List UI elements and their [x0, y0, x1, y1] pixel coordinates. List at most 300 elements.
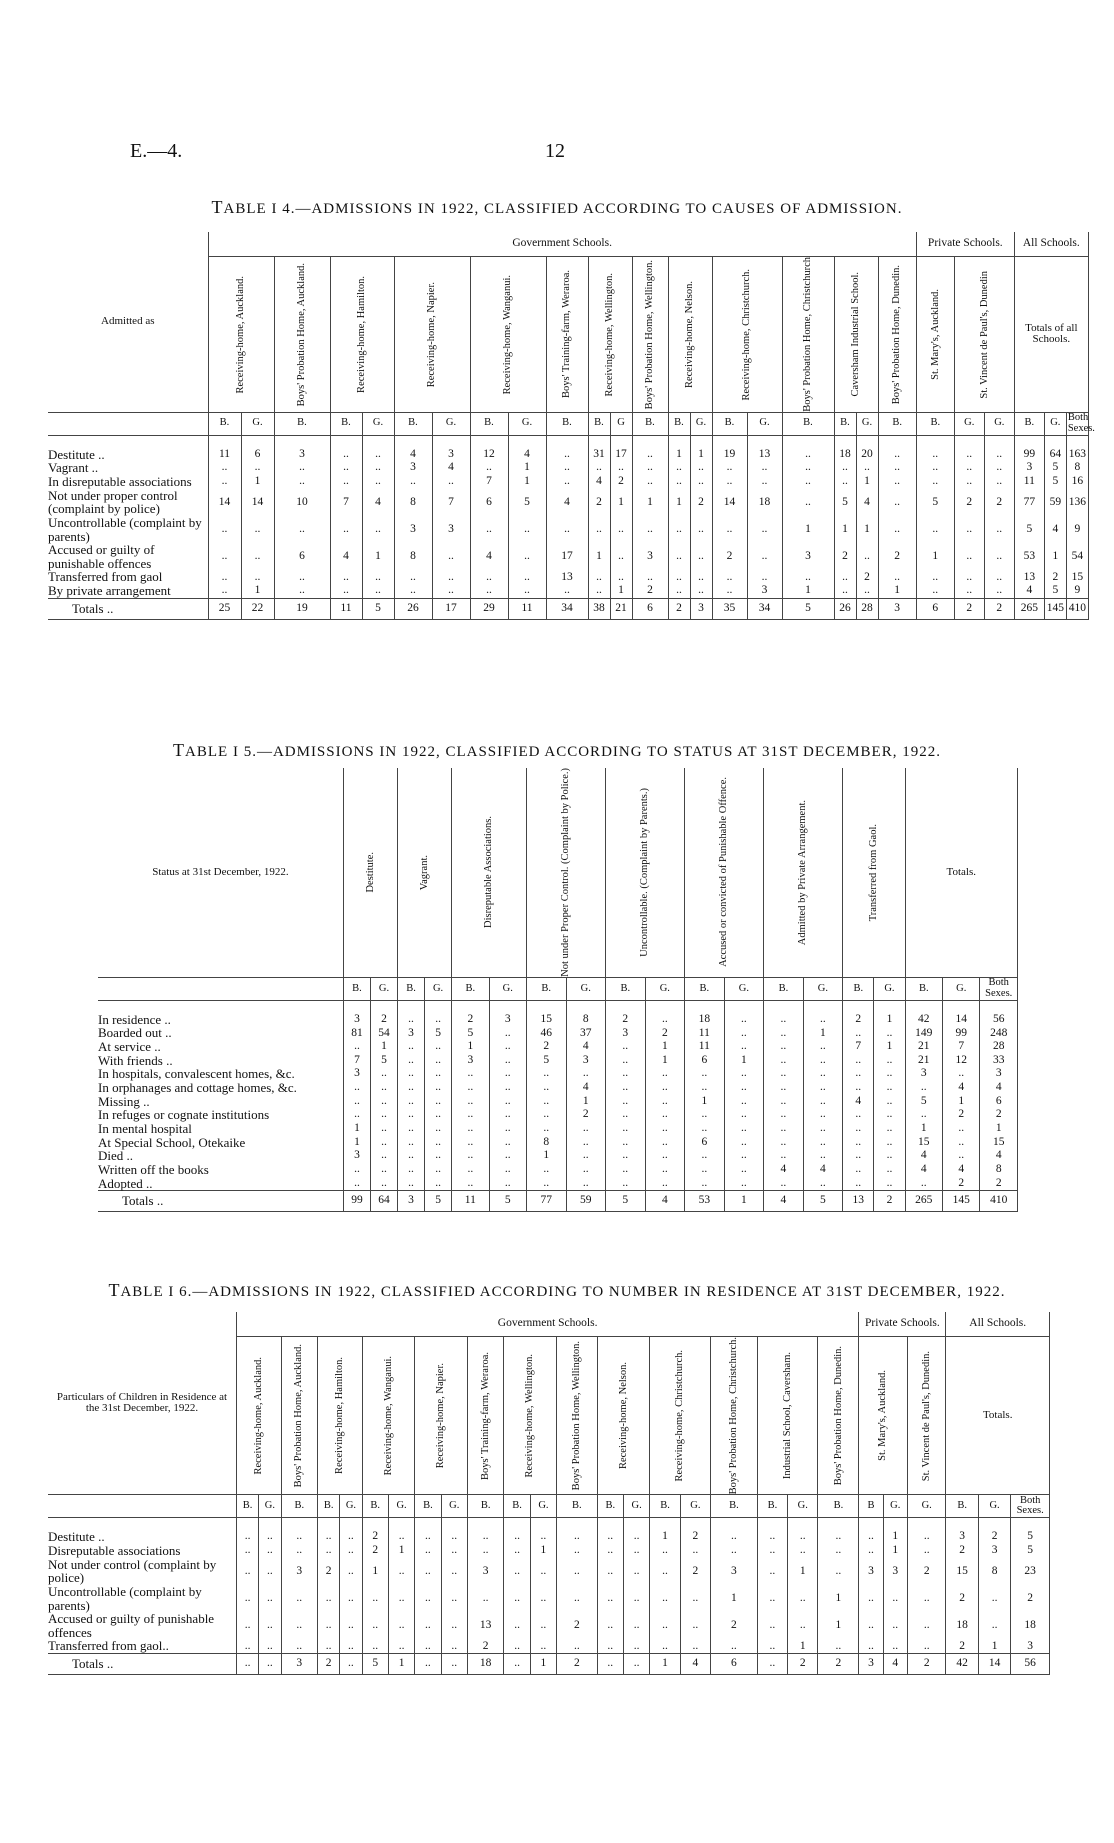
table-cell: ..	[415, 1639, 441, 1653]
inst-header: Boys' Probation Home, Dunedin.	[891, 264, 903, 404]
table-cell: ..	[843, 1163, 874, 1177]
totals-row	[48, 598, 1088, 619]
table-cell: 4	[508, 448, 546, 462]
table-cell: ..	[818, 1544, 859, 1558]
inst-header: Receiving-home, Wellington.	[524, 1353, 536, 1478]
table-cell: 1	[530, 1544, 556, 1558]
table-cell: ..	[441, 1654, 467, 1675]
table-cell: ..	[441, 1612, 467, 1639]
table-cell: ..	[650, 1544, 680, 1558]
sex-header: B.	[782, 412, 834, 435]
table-cell: 2	[874, 1191, 905, 1212]
table-cell: 2	[946, 1585, 978, 1612]
inst-header: St. Vincent de Paul's, Dunedin.	[920, 1350, 932, 1481]
table-cell: ..	[441, 1544, 467, 1558]
sex-header: G.	[907, 1495, 946, 1518]
table-cell: 6	[685, 1054, 725, 1068]
table-cell: 2	[907, 1654, 946, 1675]
table-cell: ..	[566, 1177, 606, 1191]
sex-header: B.	[557, 1495, 598, 1518]
table-cell: 77	[1014, 489, 1044, 516]
table-cell: ..	[398, 1067, 425, 1081]
table-row	[48, 1558, 1050, 1585]
table-cell: 18	[946, 1612, 978, 1639]
table-cell: ..	[834, 461, 856, 475]
row-label: Died ..	[98, 1149, 343, 1163]
table-cell: ..	[606, 1108, 646, 1122]
table-cell: 29	[470, 598, 508, 619]
table-cell: ..	[724, 1108, 764, 1122]
table-cell: ..	[856, 584, 878, 598]
table-cell: ..	[398, 1108, 425, 1122]
inst-header: Receiving-home, Christchurch.	[741, 268, 753, 401]
table-cell: 2	[843, 1013, 874, 1027]
table-cell: 6	[241, 448, 274, 462]
table-cell: ..	[883, 1612, 907, 1639]
sex-header: Both Sexes.	[1011, 1495, 1050, 1518]
table-cell: ..	[610, 461, 632, 475]
table-cell: 4	[330, 543, 362, 570]
table-cell: ..	[489, 1040, 526, 1054]
table-cell: 2	[788, 1654, 818, 1675]
row-label: Transferred from gaol..	[48, 1639, 236, 1653]
table-cell: ..	[645, 1013, 685, 1027]
table-cell: 3	[274, 448, 330, 462]
table-cell: ..	[724, 1163, 764, 1177]
table-cell: 59	[1044, 489, 1066, 516]
table-cell: ..	[954, 461, 984, 475]
table-cell: 5	[425, 1191, 452, 1212]
table-cell: 7	[843, 1040, 874, 1054]
table-cell: 14	[978, 1654, 1010, 1675]
table-cell: ..	[859, 1585, 883, 1612]
table-cell: ..	[489, 1054, 526, 1068]
table-cell: 31	[588, 448, 610, 462]
table-cell: 265	[905, 1191, 942, 1212]
table-cell: ..	[588, 516, 610, 543]
table-cell: ..	[566, 1067, 606, 1081]
table-cell: ..	[236, 1612, 258, 1639]
table-cell: ..	[610, 543, 632, 570]
row-label: With friends ..	[98, 1054, 343, 1068]
table-cell: ..	[504, 1530, 530, 1544]
sex-header: B.	[208, 412, 241, 435]
table-cell: ..	[916, 584, 954, 598]
sex-header: G.	[874, 977, 905, 1000]
table-cell: ..	[954, 448, 984, 462]
table-cell: ..	[259, 1544, 281, 1558]
table-cell: ..	[606, 1122, 646, 1136]
row-label: By private arrangement	[48, 584, 208, 598]
table-cell: ..	[764, 1108, 804, 1122]
table-cell: 3	[1014, 461, 1044, 475]
table-cell: ..	[415, 1585, 441, 1612]
table-cell: 1	[818, 1585, 859, 1612]
sex-header: B.	[362, 1495, 388, 1518]
table-cell: ..	[508, 584, 546, 598]
table-cell: 2	[878, 543, 916, 570]
sex-header: B.	[606, 977, 646, 1000]
table-cell: 23	[1011, 1558, 1050, 1585]
table-cell: 1	[724, 1191, 764, 1212]
sub-header-blank	[48, 1495, 236, 1518]
table-cell: 14	[712, 489, 747, 516]
table-cell: ..	[370, 1081, 397, 1095]
table-cell: 14	[943, 1013, 980, 1027]
table-cell: ..	[606, 1054, 646, 1068]
table-cell: ..	[394, 570, 432, 584]
table-cell: ..	[690, 543, 712, 570]
table-cell: ..	[680, 1639, 710, 1653]
table-cell: 77	[526, 1191, 566, 1212]
sex-header: B.	[818, 1495, 859, 1518]
table-cell: ..	[343, 1040, 370, 1054]
table-cell: ..	[370, 1095, 397, 1109]
sex-header: G.	[241, 412, 274, 435]
table-cell: 3	[1011, 1639, 1050, 1653]
table-cell: 10	[274, 489, 330, 516]
table-cell: ..	[874, 1081, 905, 1095]
table-cell: 5	[1011, 1530, 1050, 1544]
sex-header: B.	[1014, 412, 1044, 435]
table-cell: ..	[645, 1095, 685, 1109]
table-cell: ..	[943, 1122, 980, 1136]
table-cell: ..	[859, 1530, 883, 1544]
table-cell: ..	[470, 461, 508, 475]
sex-header: B.	[452, 977, 489, 1000]
table-cell: 2	[856, 570, 878, 584]
inst-header: Receiving-home, Wellington.	[604, 272, 616, 397]
inst-header: Receiving-home, Hamilton.	[356, 275, 368, 393]
table-cell: ..	[650, 1558, 680, 1585]
group-government: Government Schools.	[208, 232, 916, 257]
sex-header: B.	[650, 1495, 680, 1518]
col-header: Totals.	[905, 768, 1017, 977]
table-cell: ..	[645, 1067, 685, 1081]
table-cell: ..	[362, 570, 394, 584]
table-cell: 410	[1066, 598, 1088, 619]
table-cell: ..	[415, 1530, 441, 1544]
table-cell: 8	[1066, 461, 1088, 475]
table-cell: ..	[597, 1612, 623, 1639]
table-cell: ..	[318, 1530, 340, 1544]
table-cell: 6	[632, 598, 668, 619]
table-cell: 3	[489, 1013, 526, 1027]
table-cell: ..	[803, 1177, 843, 1191]
table-cell: 3	[978, 1544, 1010, 1558]
table-cell: ..	[467, 1530, 503, 1544]
table-cell: ..	[764, 1013, 804, 1027]
table-cell: 16	[1066, 475, 1088, 489]
table-cell: 1	[362, 543, 394, 570]
table-cell: ..	[388, 1530, 414, 1544]
sex-header: G.	[508, 412, 546, 435]
inst-header: Boys' Probation Home, Auckland.	[296, 262, 308, 407]
table-cell: ..	[859, 1639, 883, 1653]
table-cell: ..	[803, 1136, 843, 1150]
table-cell: ..	[208, 516, 241, 543]
table-cell: 3	[690, 598, 712, 619]
table-cell: ..	[370, 1149, 397, 1163]
table-cell: ..	[668, 516, 690, 543]
table-row	[98, 1122, 1018, 1136]
table-cell: ..	[526, 1163, 566, 1177]
table-cell: 13	[546, 570, 588, 584]
table-cell: ..	[489, 1163, 526, 1177]
table-cell: ..	[432, 584, 470, 598]
table-row	[48, 1612, 1050, 1639]
table-cell: ..	[343, 1095, 370, 1109]
table-row	[48, 543, 1088, 570]
sex-header: B.	[343, 977, 370, 1000]
table-cell: ..	[370, 1163, 397, 1177]
table-cell: 2	[943, 1108, 980, 1122]
table-cell: ..	[259, 1585, 281, 1612]
table-cell: 4	[905, 1149, 942, 1163]
table-cell: 12	[943, 1054, 980, 1068]
table-cell: ..	[425, 1122, 452, 1136]
table-cell: 3	[432, 448, 470, 462]
table-cell: ..	[432, 570, 470, 584]
table-row	[48, 1544, 1050, 1558]
table-cell: ..	[818, 1530, 859, 1544]
table-cell: ..	[557, 1530, 598, 1544]
table-cell: ..	[623, 1558, 649, 1585]
table-cell: ..	[343, 1163, 370, 1177]
table-cell: ..	[782, 461, 834, 475]
table-cell: 1	[916, 543, 954, 570]
group-private: Private Schools.	[859, 1312, 946, 1337]
table-cell: ..	[362, 461, 394, 475]
table-cell: ..	[843, 1122, 874, 1136]
inst-header: Boys' Probation Home, Auckland.	[293, 1344, 305, 1488]
table-cell: ..	[632, 570, 668, 584]
table-cell: ..	[954, 543, 984, 570]
table-cell: ..	[843, 1108, 874, 1122]
table-cell: 2	[318, 1558, 340, 1585]
table-cell: ..	[546, 475, 588, 489]
table-cell: ..	[645, 1149, 685, 1163]
table-cell: ..	[330, 475, 362, 489]
table-cell: ..	[883, 1639, 907, 1653]
table-cell: ..	[645, 1081, 685, 1095]
table-cell: 18	[747, 489, 782, 516]
table-cell: ..	[370, 1108, 397, 1122]
table-cell: ..	[632, 461, 668, 475]
table-cell: ..	[724, 1177, 764, 1191]
table-cell: 9	[1066, 584, 1088, 598]
table-cell: ..	[566, 1136, 606, 1150]
table-cell: 20	[856, 448, 878, 462]
table-cell: ..	[425, 1013, 452, 1027]
table-cell: ..	[859, 1612, 883, 1639]
table-cell: ..	[241, 570, 274, 584]
table-row	[98, 1081, 1018, 1095]
table-row	[98, 1149, 1018, 1163]
table-cell: ..	[508, 570, 546, 584]
table-cell: 18	[834, 448, 856, 462]
table-cell: ..	[526, 1122, 566, 1136]
table-cell: 1	[874, 1013, 905, 1027]
table-cell: 37	[566, 1026, 606, 1040]
table-cell: ..	[441, 1558, 467, 1585]
table-cell: ..	[685, 1122, 725, 1136]
table-cell: ..	[489, 1067, 526, 1081]
table-cell: 11	[508, 598, 546, 619]
table-cell: ..	[394, 584, 432, 598]
table-cell: ..	[241, 516, 274, 543]
table-cell: ..	[874, 1095, 905, 1109]
table-cell: ..	[907, 1585, 946, 1612]
table-cell: ..	[843, 1081, 874, 1095]
table-cell: 145	[943, 1191, 980, 1212]
table-cell: ..	[978, 1585, 1010, 1612]
table-cell: ..	[818, 1639, 859, 1653]
table-cell: 1	[856, 516, 878, 543]
table-cell: ..	[856, 461, 878, 475]
table-cell: 2	[711, 1612, 758, 1639]
table-cell: ..	[597, 1558, 623, 1585]
table-cell: ..	[712, 516, 747, 543]
sex-header: G.	[984, 412, 1014, 435]
sex-header: G.	[362, 412, 394, 435]
table-cell: ..	[557, 1585, 598, 1612]
table-cell: ..	[984, 475, 1014, 489]
table-cell: ..	[874, 1122, 905, 1136]
table-cell: ..	[208, 461, 241, 475]
table-cell: ..	[712, 584, 747, 598]
table-cell: ..	[530, 1585, 556, 1612]
table-cell: ..	[425, 1163, 452, 1177]
col-header: Vagrant.	[418, 854, 430, 891]
table-cell: ..	[984, 570, 1014, 584]
table-cell: 64	[1044, 448, 1066, 462]
table-cell: ..	[274, 584, 330, 598]
table-cell: ..	[803, 1013, 843, 1027]
table-cell: 248	[980, 1026, 1018, 1040]
table-cell: ..	[425, 1054, 452, 1068]
row-label: Transferred from gaol	[48, 570, 208, 584]
table-cell: ..	[747, 570, 782, 584]
sex-header: B.	[757, 1495, 787, 1518]
table-cell: ..	[878, 448, 916, 462]
table-cell: 6	[980, 1095, 1018, 1109]
table-cell: ..	[425, 1081, 452, 1095]
table-cell: ..	[452, 1122, 489, 1136]
table-cell: ..	[362, 448, 394, 462]
sex-header: B.	[504, 1495, 530, 1518]
table-cell: ..	[388, 1585, 414, 1612]
table-cell: ..	[788, 1612, 818, 1639]
table-row	[48, 570, 1088, 584]
table-cell: 2	[954, 598, 984, 619]
table-cell: ..	[685, 1177, 725, 1191]
table-cell: ..	[623, 1639, 649, 1653]
table-cell: ..	[370, 1067, 397, 1081]
table-cell: 5	[526, 1054, 566, 1068]
table-cell: 2	[943, 1177, 980, 1191]
col-header: Not under Proper Control. (Complaint by Police.)	[560, 768, 572, 977]
table-cell: 1	[668, 448, 690, 462]
table-cell: ..	[874, 1149, 905, 1163]
row-label: Destitute ..	[48, 1530, 236, 1544]
sex-header: G.	[954, 412, 984, 435]
table-cell: 1	[241, 475, 274, 489]
table-cell: ..	[530, 1639, 556, 1653]
table-cell: 14	[208, 489, 241, 516]
table-row	[48, 461, 1088, 475]
table-cell: ..	[747, 475, 782, 489]
table-cell: ..	[650, 1585, 680, 1612]
table-cell: 265	[1014, 598, 1044, 619]
table-cell: ..	[916, 475, 954, 489]
table-cell: 11	[208, 448, 241, 462]
table-cell: ..	[724, 1026, 764, 1040]
table-cell: 2	[588, 489, 610, 516]
table-cell: 34	[747, 598, 782, 619]
row-label: Written off the books	[98, 1163, 343, 1177]
table-cell: ..	[362, 1639, 388, 1653]
sex-header: G.	[788, 1495, 818, 1518]
table-cell: ..	[398, 1136, 425, 1150]
table-cell: 5	[1044, 461, 1066, 475]
sex-header: G.	[747, 412, 782, 435]
sex-header: G.	[425, 977, 452, 1000]
inst-header: Boys' Probation Home, Christchurch	[802, 257, 814, 412]
table-cell: 13	[467, 1612, 503, 1639]
table-cell: ..	[685, 1067, 725, 1081]
row-label: In disreputable associations	[48, 475, 208, 489]
table-cell: ..	[398, 1054, 425, 1068]
sex-header: G.	[978, 1495, 1010, 1518]
table-cell: 15	[980, 1136, 1018, 1150]
table-cell: ..	[907, 1544, 946, 1558]
table-cell: 11	[1014, 475, 1044, 489]
table-cell: 2	[362, 1530, 388, 1544]
table-cell: 7	[343, 1054, 370, 1068]
table-cell: ..	[724, 1095, 764, 1109]
table-cell: ..	[588, 461, 610, 475]
table-cell: ..	[526, 1095, 566, 1109]
table-cell: 3	[859, 1654, 883, 1675]
table-cell: ..	[340, 1585, 362, 1612]
table-cell: 1	[530, 1654, 556, 1675]
sex-header: B.	[946, 1495, 978, 1518]
table-cell: ..	[452, 1149, 489, 1163]
table-cell: ..	[470, 570, 508, 584]
table-cell: 21	[905, 1054, 942, 1068]
col-header: Admitted by Private Arrangement.	[797, 799, 809, 946]
sex-header: G.	[690, 412, 712, 435]
table-cell: ..	[546, 448, 588, 462]
sex-header: B.	[526, 977, 566, 1000]
table-15	[98, 768, 1018, 1212]
table-cell: ..	[690, 570, 712, 584]
table-cell: 2	[566, 1108, 606, 1122]
table-cell: 8	[394, 489, 432, 516]
sex-header: G.	[489, 977, 526, 1000]
table-cell: 7	[943, 1040, 980, 1054]
table-row	[98, 1095, 1018, 1109]
table-cell: ..	[747, 516, 782, 543]
table-cell: 42	[946, 1654, 978, 1675]
table-cell: 3	[859, 1558, 883, 1585]
sex-header: B.	[274, 412, 330, 435]
table-cell: ..	[208, 475, 241, 489]
table-cell: ..	[606, 1067, 646, 1081]
sex-header: B.	[764, 977, 804, 1000]
table-cell: 54	[370, 1026, 397, 1040]
